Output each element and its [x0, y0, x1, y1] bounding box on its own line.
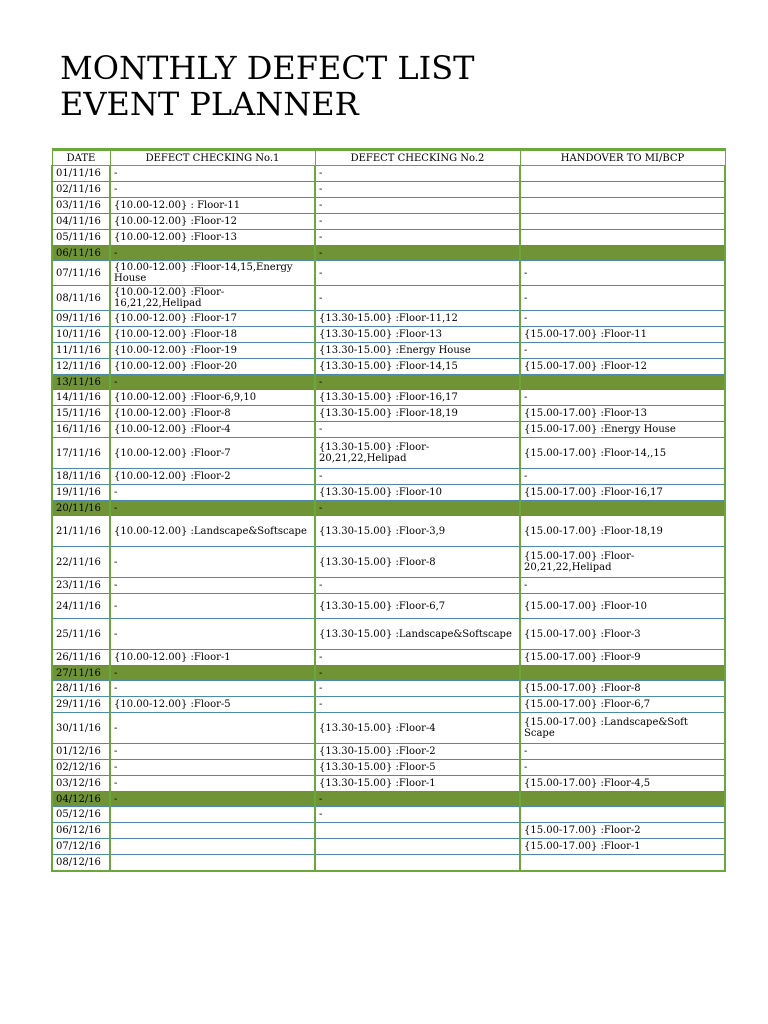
- defect-checking-1-cell: -: [110, 681, 315, 697]
- defect-checking-2-cell: {13.30-15.00} :Floor-1: [315, 776, 520, 792]
- date-cell: 06/11/16: [52, 246, 110, 261]
- table-row: [52, 311, 725, 327]
- defect-checking-1-cell: -: [110, 501, 315, 516]
- date-cell: 29/11/16: [52, 697, 110, 713]
- defect-checking-2-cell: {13.30-15.00} :Floor-6,7: [315, 594, 520, 619]
- defect-checking-1-cell: -: [110, 619, 315, 650]
- table-row: [52, 855, 725, 872]
- weekend-row: [52, 501, 725, 516]
- defect-checking-2-cell: -: [315, 807, 520, 823]
- defect-checking-2-cell: -: [315, 422, 520, 438]
- date-cell: 26/11/16: [52, 650, 110, 666]
- handover-cell: [520, 166, 725, 182]
- defect-checking-1-cell: [110, 823, 315, 839]
- defect-checking-1-cell: -: [110, 166, 315, 182]
- defect-checking-2-cell: -: [315, 286, 520, 311]
- table-header-row: [52, 150, 725, 166]
- defect-checking-2-cell: -: [315, 198, 520, 214]
- handover-cell: -: [520, 760, 725, 776]
- date-cell: 07/11/16: [52, 261, 110, 286]
- defect-checking-2-cell: -: [315, 501, 520, 516]
- date-cell: 06/12/16: [52, 823, 110, 839]
- defect-checking-2-cell: -: [315, 697, 520, 713]
- defect-checking-1-cell: {10.00-12.00} :Floor-17: [110, 311, 315, 327]
- handover-cell: -: [520, 311, 725, 327]
- defect-checking-1-cell: [110, 807, 315, 823]
- date-cell: 11/11/16: [52, 343, 110, 359]
- table-row: [52, 839, 725, 855]
- defect-checking-2-cell: -: [315, 578, 520, 594]
- handover-cell: {15.00-17.00} :Floor-9: [520, 650, 725, 666]
- table-row: [52, 744, 725, 760]
- handover-cell: {15.00-17.00} :Floor-16,17: [520, 485, 725, 501]
- table-row: [52, 327, 725, 343]
- handover-cell: -: [520, 390, 725, 406]
- table-row: [52, 650, 725, 666]
- handover-cell: -: [520, 578, 725, 594]
- table-row: [52, 214, 725, 230]
- table-row: [52, 547, 725, 578]
- weekend-row: [52, 375, 725, 390]
- handover-cell: [520, 501, 725, 516]
- date-cell: 04/11/16: [52, 214, 110, 230]
- defect-checking-1-cell: -: [110, 375, 315, 390]
- defect-checking-1-cell: -: [110, 578, 315, 594]
- handover-cell: {15.00-17.00} :Floor-6,7: [520, 697, 725, 713]
- table-row: [52, 286, 725, 311]
- defect-checking-2-cell: {13.30-15.00} :Floor-8: [315, 547, 520, 578]
- date-cell: 17/11/16: [52, 438, 110, 469]
- date-cell: 24/11/16: [52, 594, 110, 619]
- handover-cell: {15.00-17.00} :Floor-1: [520, 839, 725, 855]
- column-header-defect-checking-1: DEFECT CHECKING No.1: [110, 150, 315, 166]
- defect-checking-2-cell: -: [315, 650, 520, 666]
- date-cell: 20/11/16: [52, 501, 110, 516]
- table-row: [52, 422, 725, 438]
- handover-cell: -: [520, 261, 725, 286]
- defect-checking-2-cell: {13.30-15.00} :Energy House: [315, 343, 520, 359]
- handover-cell: {15.00-17.00} :Floor-11: [520, 327, 725, 343]
- column-header-defect-checking-2: DEFECT CHECKING No.2: [315, 150, 520, 166]
- defect-checking-1-cell: -: [110, 744, 315, 760]
- defect-checking-2-cell: {13.30-15.00} :Floor-5: [315, 760, 520, 776]
- defect-checking-2-cell: {13.30-15.00} :Floor-4: [315, 713, 520, 744]
- defect-checking-2-cell: {13.30-15.00} :Floor-14,15: [315, 359, 520, 375]
- table-row: [52, 807, 725, 823]
- table-row: [52, 485, 725, 501]
- defect-checking-2-cell: -: [315, 375, 520, 390]
- defect-checking-2-cell: {13.30-15.00} :Floor-10: [315, 485, 520, 501]
- table-row: [52, 469, 725, 485]
- defect-checking-2-cell: {13.30-15.00} :Floor-11,12: [315, 311, 520, 327]
- column-header-date: DATE: [52, 150, 110, 166]
- date-cell: 03/12/16: [52, 776, 110, 792]
- date-cell: 02/12/16: [52, 760, 110, 776]
- weekend-row: [52, 246, 725, 261]
- defect-checking-2-cell: {13.30-15.00} :Floor-20,21,22,Helipad: [315, 438, 520, 469]
- defect-checking-1-cell: {10.00-12.00} :Floor-12: [110, 214, 315, 230]
- date-cell: 23/11/16: [52, 578, 110, 594]
- defect-checking-1-cell: {10.00-12.00} :Floor-6,9,10: [110, 390, 315, 406]
- column-header-handover: HANDOVER TO MI/BCP: [520, 150, 725, 166]
- date-cell: 07/12/16: [52, 839, 110, 855]
- defect-checking-2-cell: -: [315, 246, 520, 261]
- table-row: [52, 681, 725, 697]
- title-line-2: EVENT PLANNER: [60, 85, 359, 123]
- handover-cell: [520, 375, 725, 390]
- date-cell: 05/12/16: [52, 807, 110, 823]
- handover-cell: {15.00-17.00} :Floor-18,19: [520, 516, 725, 547]
- defect-checking-1-cell: -: [110, 246, 315, 261]
- handover-cell: {15.00-17.00} :Floor-20,21,22,Helipad: [520, 547, 725, 578]
- defect-checking-1-cell: -: [110, 713, 315, 744]
- handover-cell: {15.00-17.00} :Floor-14,,15: [520, 438, 725, 469]
- defect-checking-1-cell: {10.00-12.00} : Floor-11: [110, 198, 315, 214]
- table-body: [52, 166, 725, 872]
- date-cell: 15/11/16: [52, 406, 110, 422]
- table-row: [52, 359, 725, 375]
- handover-cell: {15.00-17.00} :Energy House: [520, 422, 725, 438]
- handover-cell: {15.00-17.00} :Floor-4,5: [520, 776, 725, 792]
- table-row: [52, 343, 725, 359]
- defect-checking-1-cell: [110, 855, 315, 872]
- date-cell: 27/11/16: [52, 666, 110, 681]
- table-row: [52, 776, 725, 792]
- date-cell: 28/11/16: [52, 681, 110, 697]
- defect-checking-2-cell: [315, 839, 520, 855]
- table-row: [52, 713, 725, 744]
- date-cell: 01/11/16: [52, 166, 110, 182]
- weekend-row: [52, 792, 725, 807]
- table-row: [52, 230, 725, 246]
- defect-checking-1-cell: -: [110, 792, 315, 807]
- defect-checking-2-cell: [315, 855, 520, 872]
- handover-cell: [520, 214, 725, 230]
- defect-checking-1-cell: -: [110, 594, 315, 619]
- date-cell: 22/11/16: [52, 547, 110, 578]
- table-row: [52, 823, 725, 839]
- defect-checking-2-cell: -: [315, 230, 520, 246]
- handover-cell: {15.00-17.00} :Floor-13: [520, 406, 725, 422]
- defect-checking-2-cell: {13.30-15.00} :Floor-3,9: [315, 516, 520, 547]
- handover-cell: {15.00-17.00} :Floor-8: [520, 681, 725, 697]
- table-row: [52, 406, 725, 422]
- defect-checking-1-cell: {10.00-12.00} :Floor-7: [110, 438, 315, 469]
- weekend-row: [52, 666, 725, 681]
- defect-checking-2-cell: -: [315, 792, 520, 807]
- handover-cell: [520, 230, 725, 246]
- defect-checking-2-cell: -: [315, 681, 520, 697]
- handover-cell: [520, 198, 725, 214]
- defect-checking-1-cell: -: [110, 182, 315, 198]
- table-row: [52, 182, 725, 198]
- defect-checking-2-cell: -: [315, 469, 520, 485]
- handover-cell: [520, 855, 725, 872]
- handover-cell: [520, 807, 725, 823]
- date-cell: 03/11/16: [52, 198, 110, 214]
- defect-checking-1-cell: {10.00-12.00} :Floor-19: [110, 343, 315, 359]
- handover-cell: {15.00-17.00} :Floor-12: [520, 359, 725, 375]
- handover-cell: {15.00-17.00} :Floor-3: [520, 619, 725, 650]
- table-row: [52, 578, 725, 594]
- defect-checking-1-cell: [110, 839, 315, 855]
- defect-checking-1-cell: {10.00-12.00} :Floor-4: [110, 422, 315, 438]
- defect-checking-1-cell: {10.00-12.00} :Landscape&Softscape: [110, 516, 315, 547]
- defect-checking-1-cell: {10.00-12.00} :Floor-2: [110, 469, 315, 485]
- handover-cell: -: [520, 744, 725, 760]
- handover-cell: -: [520, 469, 725, 485]
- defect-checking-1-cell: {10.00-12.00} :Floor-18: [110, 327, 315, 343]
- handover-cell: -: [520, 343, 725, 359]
- defect-checking-1-cell: -: [110, 547, 315, 578]
- date-cell: 25/11/16: [52, 619, 110, 650]
- defect-checking-2-cell: {13.30-15.00} :Floor-13: [315, 327, 520, 343]
- handover-cell: {15.00-17.00} :Floor-2: [520, 823, 725, 839]
- defect-checking-1-cell: -: [110, 666, 315, 681]
- defect-checking-1-cell: {10.00-12.00} :Floor-16,21,22,Helipad: [110, 286, 315, 311]
- defect-checking-2-cell: {13.30-15.00} :Floor-2: [315, 744, 520, 760]
- handover-cell: {15.00-17.00} :Landscape&Soft Scape: [520, 713, 725, 744]
- defect-checking-1-cell: -: [110, 485, 315, 501]
- defect-checking-1-cell: {10.00-12.00} :Floor-1: [110, 650, 315, 666]
- table-row: [52, 261, 725, 286]
- handover-cell: [520, 666, 725, 681]
- date-cell: 12/11/16: [52, 359, 110, 375]
- date-cell: 04/12/16: [52, 792, 110, 807]
- date-cell: 16/11/16: [52, 422, 110, 438]
- handover-cell: [520, 792, 725, 807]
- defect-checking-1-cell: {10.00-12.00} :Floor-13: [110, 230, 315, 246]
- date-cell: 14/11/16: [52, 390, 110, 406]
- table-row: [52, 697, 725, 713]
- handover-cell: [520, 182, 725, 198]
- defect-checking-1-cell: {10.00-12.00} :Floor-14,15,Energy House: [110, 261, 315, 286]
- date-cell: 13/11/16: [52, 375, 110, 390]
- defect-checking-2-cell: [315, 823, 520, 839]
- date-cell: 21/11/16: [52, 516, 110, 547]
- handover-cell: {15.00-17.00} :Floor-10: [520, 594, 725, 619]
- defect-checking-2-cell: {13.30-15.00} :Landscape&Softscape: [315, 619, 520, 650]
- date-cell: 30/11/16: [52, 713, 110, 744]
- date-cell: 19/11/16: [52, 485, 110, 501]
- title-line-1: MONTHLY DEFECT LIST: [60, 49, 475, 87]
- defect-checking-2-cell: -: [315, 261, 520, 286]
- defect-checking-1-cell: -: [110, 776, 315, 792]
- defect-checking-2-cell: {13.30-15.00} :Floor-18,19: [315, 406, 520, 422]
- table-row: [52, 438, 725, 469]
- handover-cell: [520, 246, 725, 261]
- date-cell: 10/11/16: [52, 327, 110, 343]
- defect-checking-2-cell: {13.30-15.00} :Floor-16,17: [315, 390, 520, 406]
- date-cell: 02/11/16: [52, 182, 110, 198]
- table-row: [52, 198, 725, 214]
- defect-checking-2-cell: -: [315, 182, 520, 198]
- defect-checking-1-cell: {10.00-12.00} :Floor-20: [110, 359, 315, 375]
- date-cell: 09/11/16: [52, 311, 110, 327]
- table-row: [52, 760, 725, 776]
- page-title: [60, 50, 474, 122]
- defect-schedule-table: [51, 148, 726, 872]
- date-cell: 08/12/16: [52, 855, 110, 872]
- handover-cell: -: [520, 286, 725, 311]
- table-row: [52, 516, 725, 547]
- date-cell: 01/12/16: [52, 744, 110, 760]
- defect-checking-1-cell: {10.00-12.00} :Floor-5: [110, 697, 315, 713]
- defect-checking-2-cell: -: [315, 166, 520, 182]
- table-row: [52, 594, 725, 619]
- defect-checking-2-cell: -: [315, 214, 520, 230]
- date-cell: 08/11/16: [52, 286, 110, 311]
- table-row: [52, 390, 725, 406]
- table-row: [52, 166, 725, 182]
- defect-checking-1-cell: {10.00-12.00} :Floor-8: [110, 406, 315, 422]
- defect-checking-1-cell: -: [110, 760, 315, 776]
- date-cell: 05/11/16: [52, 230, 110, 246]
- date-cell: 18/11/16: [52, 469, 110, 485]
- defect-checking-2-cell: -: [315, 666, 520, 681]
- table-row: [52, 619, 725, 650]
